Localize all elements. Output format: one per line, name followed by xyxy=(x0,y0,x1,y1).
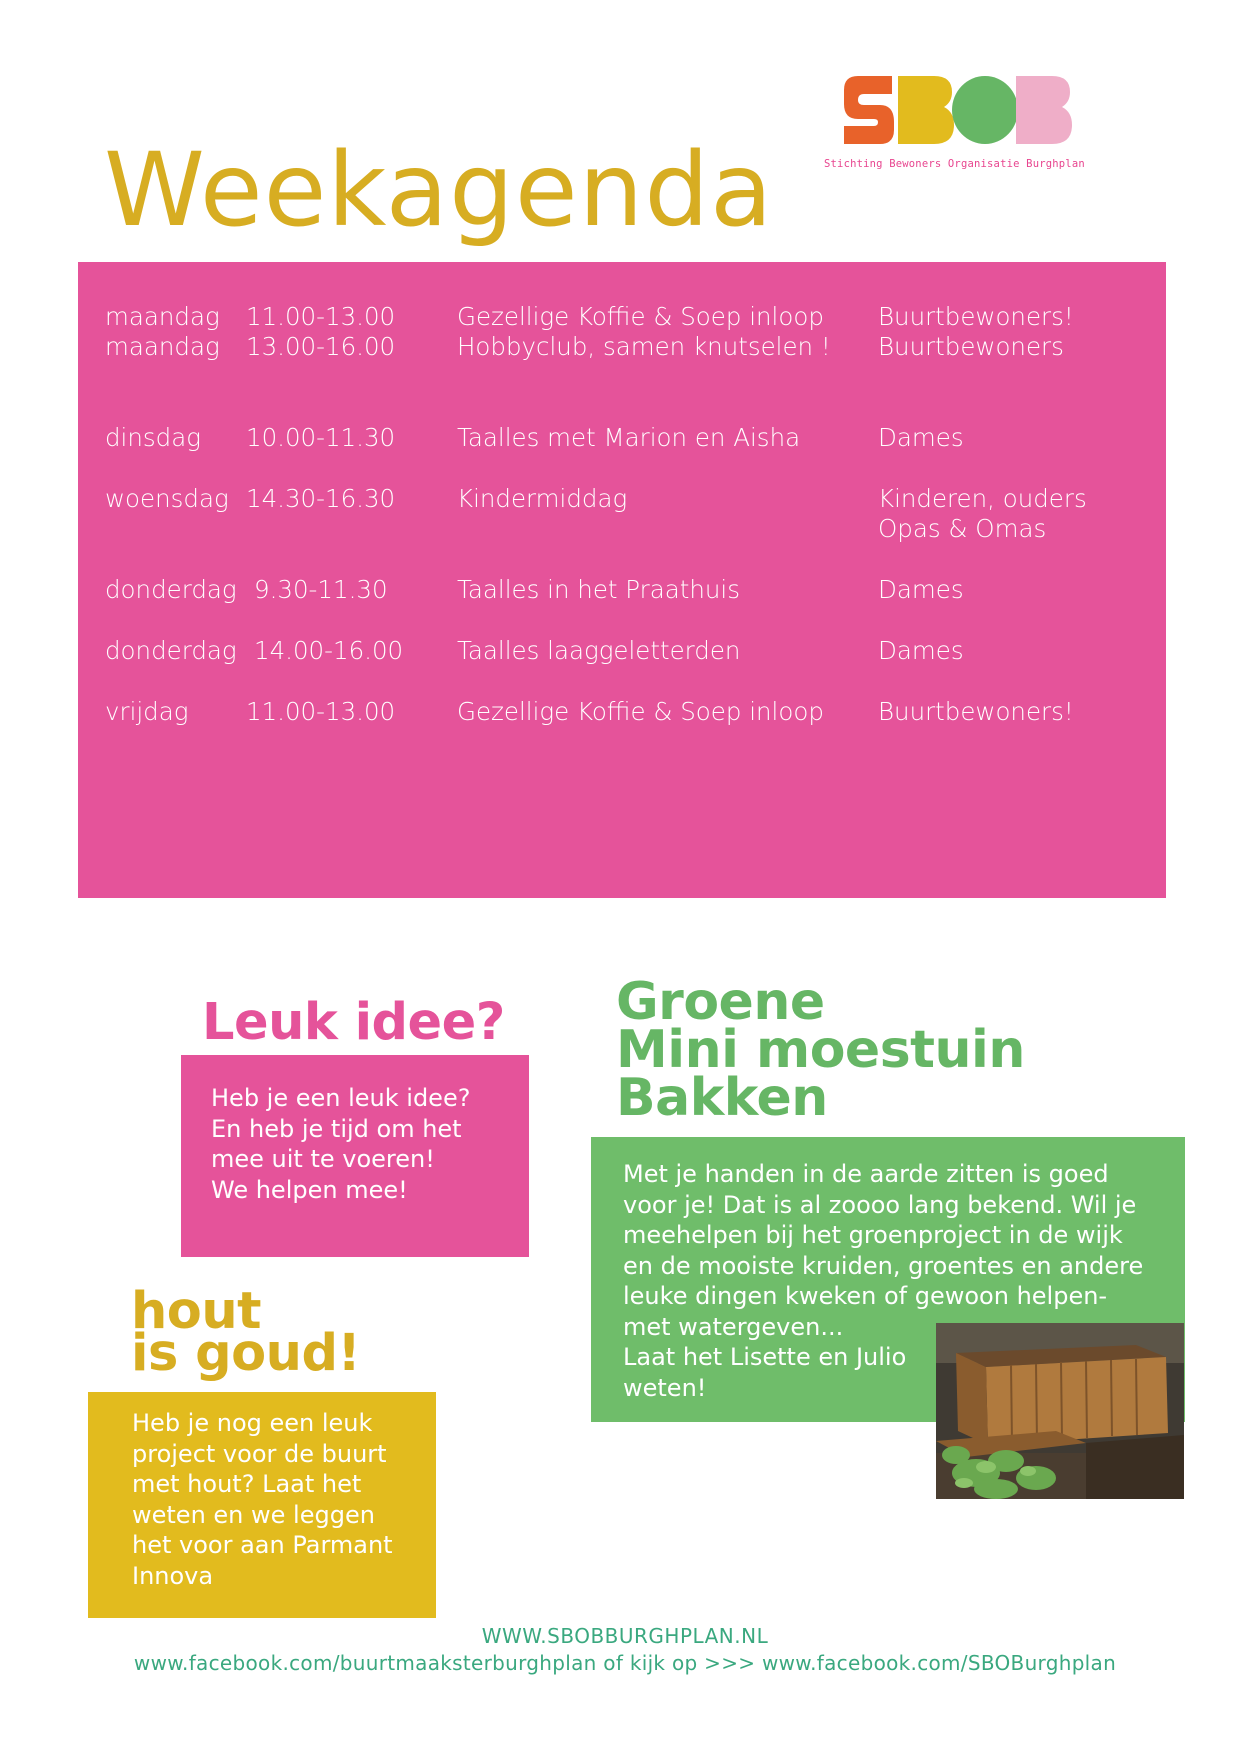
agenda-day: woensdag xyxy=(105,484,229,513)
hout-box xyxy=(88,1392,436,1618)
agenda-day: donderdag xyxy=(105,636,237,665)
footer-website[interactable]: WWW.SBOBBURGHPLAN.NL xyxy=(481,1624,769,1648)
agenda-audience: Dames xyxy=(878,423,964,452)
hout-heading: hout is goud! xyxy=(131,1282,361,1383)
agenda-time: 9.30-11.30 xyxy=(254,575,388,604)
sbob-logo xyxy=(824,72,1098,172)
agenda-activity: Taalles met Marion en Aisha xyxy=(457,423,801,452)
agenda-time: 14.30-16.30 xyxy=(246,484,396,513)
idee-heading: Leuk idee? xyxy=(202,993,505,1052)
logo-tagline: Stichting Bewoners Organisatie Burghplan xyxy=(824,158,1085,170)
agenda-activity: Gezellige Koffie & Soep inloop xyxy=(457,302,824,331)
agenda-time: 11.00-13.00 xyxy=(246,302,396,331)
groen-text: Met je handen in de aarde zitten is goed voor je! Dat is al zoooo lang bekend. Wil je meehelpen bij het groenproject in de wijk en de mooiste kruiden, groentes en andere leuke dingen kweken of gewoon helpen- met watergeven... Laat het Lisette en Julio weten! xyxy=(623,1160,1144,1402)
agenda-activity: Taalles in het Praathuis xyxy=(457,575,740,604)
page-title: Weekagenda xyxy=(104,131,774,250)
planter-photo xyxy=(936,1323,1184,1499)
logo-letter-b xyxy=(894,72,956,146)
idee-text: Heb je een leuk idee? En heb je tijd om het mee uit te voeren! We helpen mee! xyxy=(211,1084,471,1204)
agenda-activity: Hobbyclub, samen knutselen ! xyxy=(457,332,831,361)
agenda-activity: Kindermiddag xyxy=(457,484,628,513)
agenda-day: maandag xyxy=(105,302,220,331)
agenda-time: 14.00-16.00 xyxy=(254,636,404,665)
agenda-time: 13.00-16.00 xyxy=(246,332,396,361)
agenda-audience: Dames xyxy=(878,575,964,604)
agenda-activity: Gezellige Koffie & Soep inloop xyxy=(457,697,824,726)
agenda-box xyxy=(78,262,1166,898)
hout-text: Heb je nog een leuk project voor de buurt met hout? Laat het weten en we leggen het voor aan Parmant Innova xyxy=(132,1409,393,1590)
groen-heading: Groene Mini moestuin Bakken xyxy=(616,972,1025,1128)
agenda-audience: Buurtbewoners! xyxy=(878,697,1074,726)
agenda-time: 11.00-13.00 xyxy=(246,697,396,726)
agenda-activity: Taalles laaggeletterden xyxy=(457,636,741,665)
agenda-day: donderdag xyxy=(105,575,237,604)
logo-letter-s xyxy=(838,72,900,146)
agenda-audience: Kinderen, ouders Opas & Omas xyxy=(878,484,1087,543)
logo-letter-b2 xyxy=(1012,72,1074,146)
agenda-audience: Buurtbewoners xyxy=(878,332,1064,361)
logo-letter-o xyxy=(950,72,1020,146)
idee-box xyxy=(181,1055,529,1257)
agenda-time: 10.00-11.30 xyxy=(246,423,396,452)
agenda-audience: Buurtbewoners! xyxy=(878,302,1074,331)
agenda-day: vrijdag xyxy=(105,697,189,726)
footer-facebook-links[interactable]: www.facebook.com/buurtmaaksterburghplan of kijk op >>> www.facebook.com/SBOBurghplan xyxy=(133,1651,1117,1675)
agenda-audience: Dames xyxy=(878,636,964,665)
agenda-day: dinsdag xyxy=(105,423,201,452)
agenda-day: maandag xyxy=(105,332,220,361)
